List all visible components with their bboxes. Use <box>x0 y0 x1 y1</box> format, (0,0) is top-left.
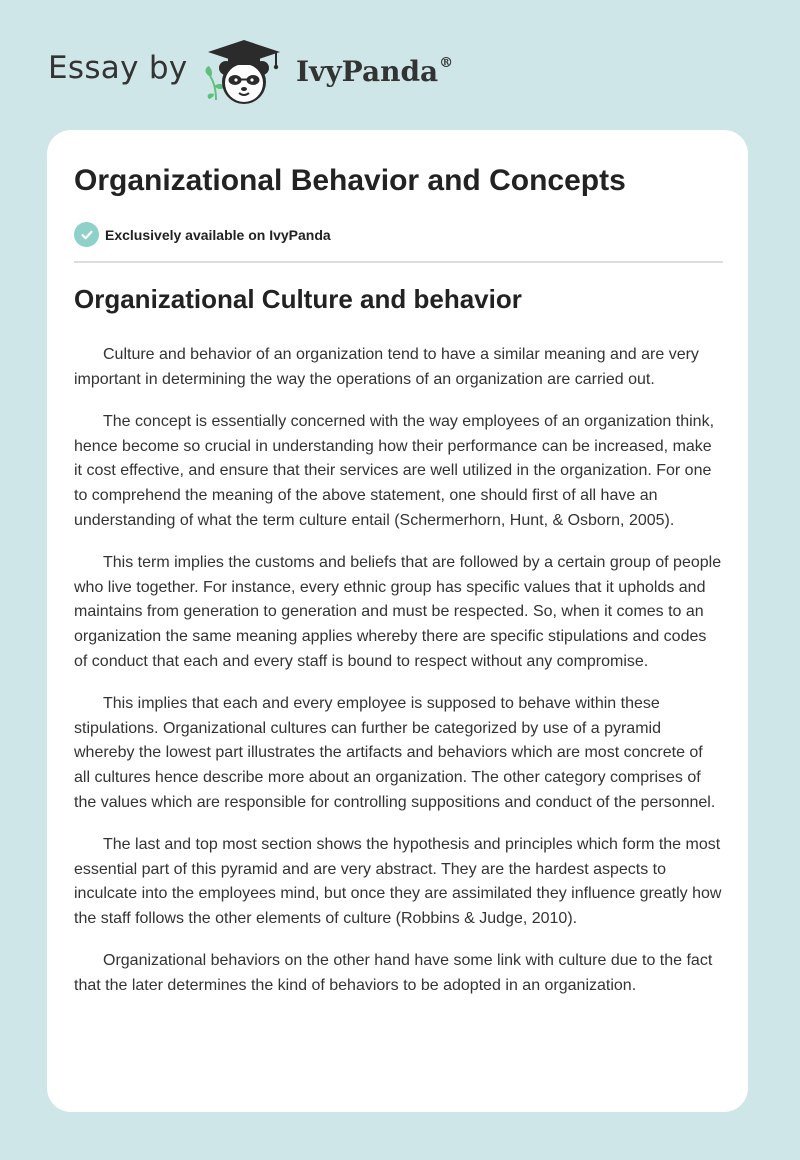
paragraph: This term implies the customs and beliefs that are followed by a certain group of people who live together. For instance, every ethnic group has specific values that it upholds and maintains from generation to generation and must be respected. So, when it comes to an organization the same meaning applies whereby there are specific stipulations and codes of conduct that each and every staff is bound to respect without any compromise. <box>74 553 722 670</box>
essay-by-label: Essay by <box>48 50 188 86</box>
exclusive-badge <box>74 222 331 247</box>
brand-text: IvyPanda <box>296 55 439 88</box>
divider <box>74 261 723 263</box>
brand-name[interactable] <box>296 55 453 88</box>
registered-mark: ® <box>439 54 454 71</box>
panda-logo-icon[interactable] <box>200 36 292 108</box>
check-icon <box>74 222 99 247</box>
page-title: Organizational Behavior and Concepts <box>74 164 626 197</box>
paragraph: Organizational behaviors on the other hand have some link with culture due to the fact that the later determines the kind of behaviors to be adopted in an organization. <box>74 952 713 994</box>
essay-card <box>47 130 748 1112</box>
section-heading: Organizational Culture and behavior <box>74 284 522 314</box>
essay-body <box>74 343 723 1016</box>
paragraph: Culture and behavior of an organization tend to have a similar meaning and are very important in determining the way the operations of an organization are carried out. <box>74 346 699 388</box>
paragraph: The concept is essentially concerned with the way employees of an organization think, hence become so crucial in understanding how their performance can be increased, make it cost effective, and ensure that their services are well utilized in the organization. For one to comprehend the meaning of the above statement, one should first of all have an understanding of what the term culture entail (Schermerhorn, Hunt, & Osborn, 2005). <box>74 412 715 529</box>
site-header <box>0 0 800 120</box>
paragraph: This implies that each and every employee is supposed to behave within these stipulations. Organizational cultures can further be categorized by use of a pyramid whereby the lowest part illustrates the artifacts and behaviors which are most concrete of all cultures hence describe more about an organization. The other category comprises of the values which are responsible for controlling suppositions and conduct of the personnel. <box>74 694 716 811</box>
paragraph: The last and top most section shows the hypothesis and principles which form the most essential part of this pyramid and are very abstract. They are the hardest aspects to inculcate into the employees mind, but once they are assimilated they influence greatly how the staff follows the other elements of culture (Robbins & Judge, 2010). <box>74 835 722 928</box>
badge-label: Exclusively available on IvyPanda <box>105 226 331 243</box>
